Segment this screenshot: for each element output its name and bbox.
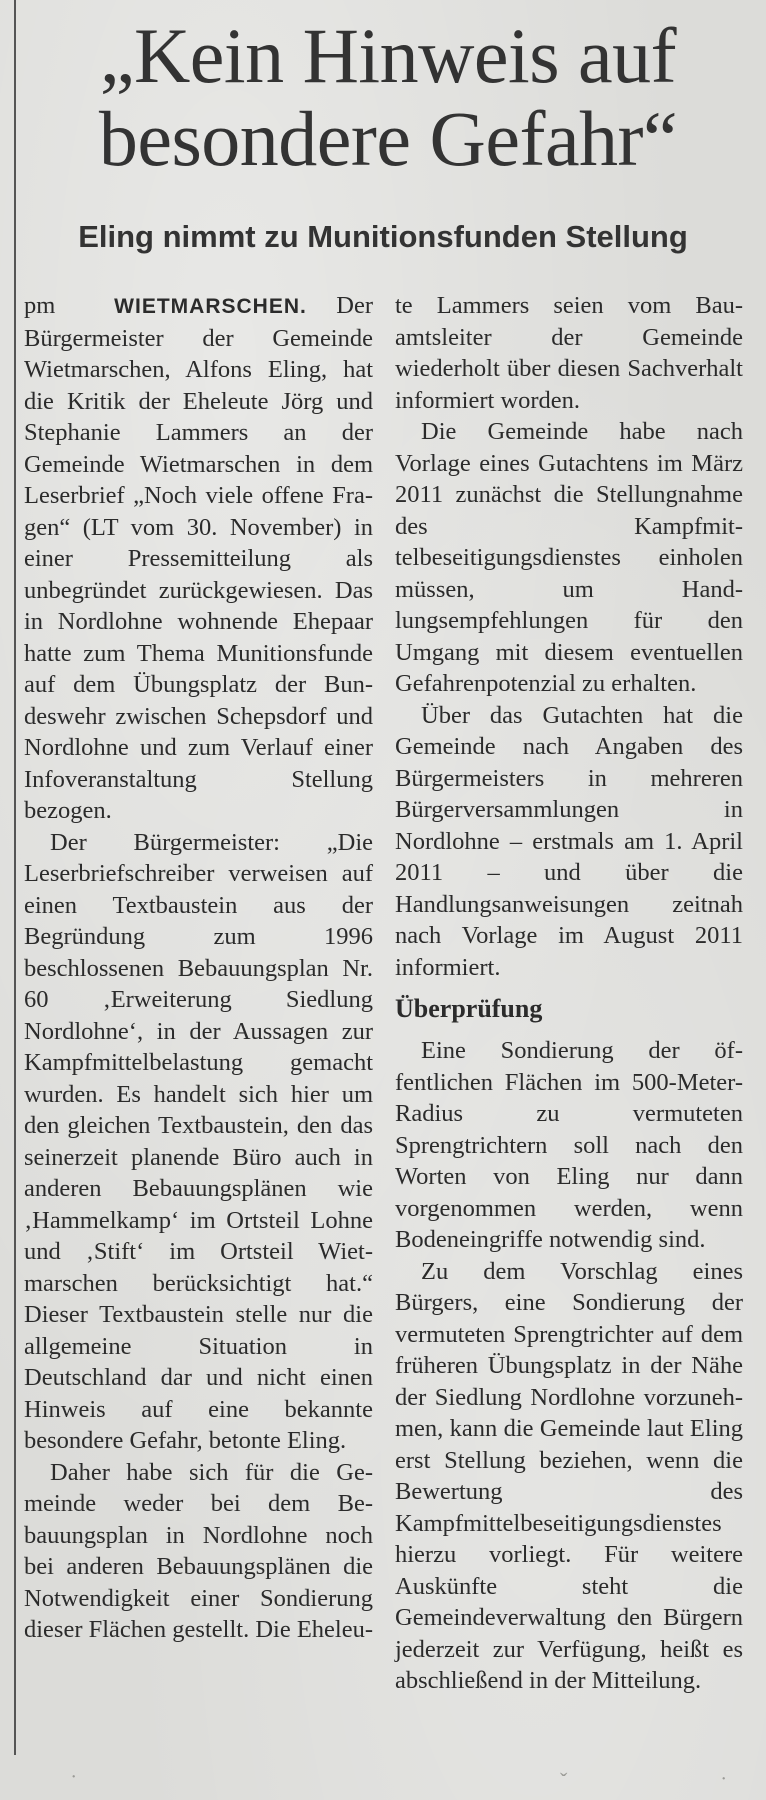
paragraph: Der Bürgermeister: „Die Leserbriefschreiber verweisen auf einen Textbaustein aus der Begründung zum 1996 beschlossenen Bebauungsplan Nr. 60 ‚Erweiterung Siedlung Nordlohne‘, in der Aussagen zur Kampfmittelbelastung gemacht wurden. Es handelt sich hier um den gleichen Textbaustein, den das seinerzeit planende Büro auch in anderen Bebauungsplänen wie ‚Hammelkamp‘ im Ortsteil Lohne und ‚Stift‘ im Ortsteil Wietmarschen berücksichtigt hat.“ Dieser Textbaustein stelle nur die allgemeine Situation in Deutschland dar und nicht einen Hinweis auf eine bekannte besondere Gefahr, betonte Eling. [24,828,373,1454]
article-column-right [395,290,743,1697]
headline: „Kein Hinweis auf besondere Gefahr“ [98,12,678,182]
paragraph-text: Der Bürgermeister der Gemeinde Wietmarschen, Alfons Eling, hat die Kritik der Eheleute Jörg und Stephanie Lammers an der Gemeinde Wietmarschen in dem Leserbrief „Noch viele offene Fragen“ (LT vom 30. November) in einer Pressemitteilung als unbegründet zurückgewiesen. Das in Nordlohne wohnende Ehepaar hatte zum Thema Munitionsfunde auf dem Übungsplatz der Bundeswehr zwischen Schepsdorf und Nordlohne und zum Verlauf einer Infoveranstaltung Stellung bezogen. [24,292,374,824]
paper-speck: ˇ [560,1768,568,1793]
paragraph: Die Gemeinde habe nach Vorlage eines Gutachtens im März 2011 zunächst die Stellungnahme des Kampfmittelbeseitigungsdienstes einholen müssen, um Handlungsempfehlungen für den Umgang mit diesem eventuellen Gefahrenpotenzial zu erhalten. [395,418,743,697]
column-rule [14,0,16,1755]
paragraph: Über das Gutachten hat die Gemeinde nach Angaben des Bürgermeisters in mehreren Bürgerversammlungen in Nordlohne – erstmals am 1. April 2011 – und über die Handlungsanweisungen zeitnah nach Vorlage im August 2011 informiert. [395,701,743,981]
paragraph: Eine Sondierung der öffentlichen Flächen im 500-Meter-Radius zu vermuteten Sprengtrichtern soll nach den Worten von Eling nur dann vorgenommen werden, wenn Bodeneingriffe notwendig sind. [395,1037,743,1253]
article-column-left [24,290,373,1646]
section-heading: Überprüfung [395,994,543,1023]
paragraph: Zu dem Vorschlag eines Bürgers, eine Sondierung der vermuteten Sprengtrichter auf dem früheren Übungsplatz in der Nähe der Siedlung Nordlohne vorzunehmen, kann die Gemeinde laut Eling erst Stellung beziehen, wenn die Bewertung des Kampfmittelbeseitigungsdienstes hierzu vorliegt. Für weitere Auskünfte steht die Gemeindeverwaltung den Bürgern jederzeit zur Verfügung, heißt es abschließend in der Mitteilung. [395,1257,743,1694]
subheadline: Eling nimmt zu Munitionsfunden Stellung [78,219,688,254]
paper-speck: ˙ [70,1770,78,1795]
author-initials: pm [24,292,56,319]
paragraph: te Lammers seien vom Bauamtsleiter der Gemeinde wiederholt über diesen Sachverhalt informiert worden. [395,292,743,414]
paragraph: Daher habe sich für die Gemeinde weder bei dem Bebauungsplan in Nordlohne noch bei anderen Bebauungsplänen die Notwendigkeit einer Sondierung dieser Flächen gestellt. Die Eheleu- [24,1458,373,1643]
paper-speck: ˙ [720,1772,728,1797]
dateline: WIETMARSCHEN. [114,295,307,318]
paragraph [24,290,373,827]
